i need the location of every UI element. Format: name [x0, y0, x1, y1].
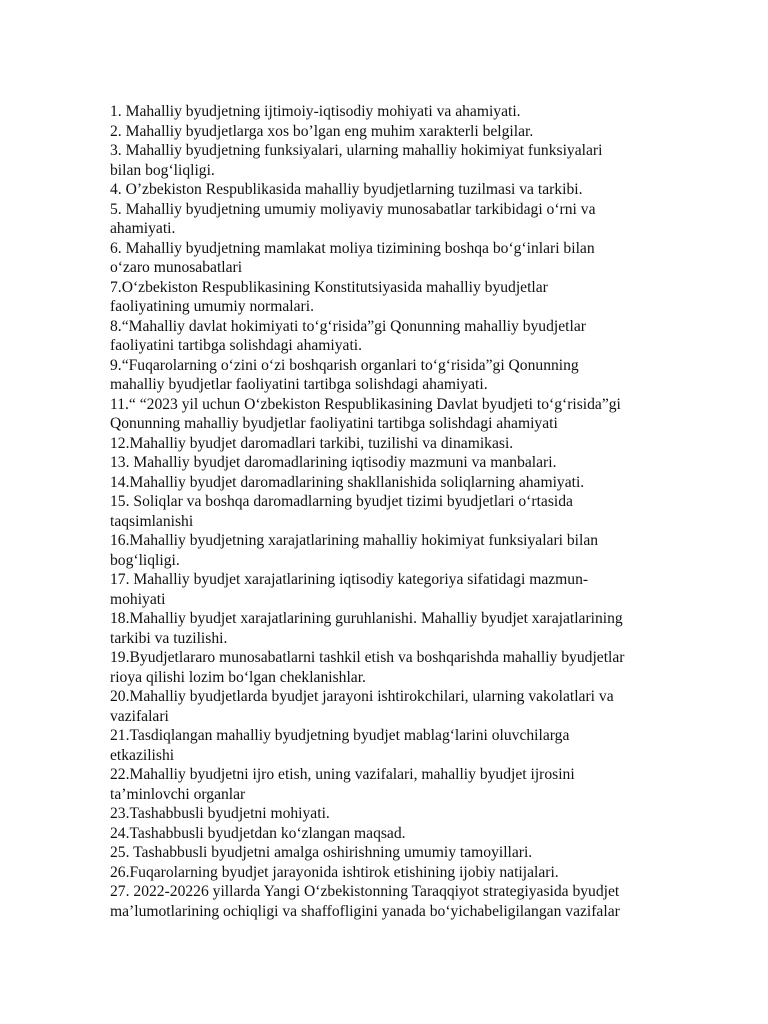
list-line: ta’minlovchi organlar	[110, 785, 246, 803]
list-line: 21.Tasdiqlangan mahalliy byudjetning byudjet mablag‘larini oluvchilarga	[110, 727, 570, 744]
list-line: mohiyati	[110, 590, 166, 608]
list-line: bog‘liqligi.	[110, 551, 180, 569]
list-line: 9.“Fuqarolarning o‘zini o‘zi boshqarish organlari to‘g‘risida”gi Qonunning	[110, 356, 579, 374]
question-list	[110, 102, 710, 921]
list-line: 16.Mahalliy byudjetning xarajatlarining mahalliy hokimiyat funksiyalari bilan	[110, 532, 599, 549]
list-line: 13. Mahalliy byudjet daromadlarining iqtisodiy mazmuni va manbalari.	[110, 454, 557, 471]
list-line: 22.Mahalliy byudjetni ijro etish, uning vazifalari, mahalliy byudjet ijrosini	[110, 766, 575, 783]
list-line: 25. Tashabbusli byudjetni amalga oshirishning umumiy tamoyillari.	[110, 844, 533, 861]
list-line: 12.Mahalliy byudjet daromadlari tarkibi, tuzilishi va dinamikasi.	[110, 434, 514, 452]
list-line: 11.“ “2023 yil uchun O‘zbekiston Respublikasining Davlat byudjeti to‘g‘risida”gi	[110, 395, 621, 413]
list-line: taqsimlanishi	[110, 512, 194, 530]
list-line: 3. Mahalliy byudjetning funksiyalari, ularning mahalliy hokimiyat funksiyalari	[110, 142, 603, 159]
list-line: 20.Mahalliy byudjetlarda byudjet jarayoni ishtirokchilari, ularning vakolatlari va	[110, 688, 614, 705]
list-line: 17. Mahalliy byudjet xarajatlarining iqtisodiy kategoriya sifatidagi mazmun-	[110, 571, 589, 588]
list-line: mahalliy byudjetlar faoliyatini tartibga solishdagi ahamiyati.	[110, 376, 488, 393]
list-line: 6. Mahalliy byudjetning mamlakat moliya tizimining boshqa bo‘g‘inlari bilan	[110, 239, 595, 257]
list-line: faoliyatini tartibga solishdagi ahamiyati.	[110, 337, 363, 354]
list-line: 26.Fuqarolarning byudjet jarayonida ishtirok etishining ijobiy natijalari.	[110, 863, 559, 881]
list-line: 15. Soliqlar va boshqa daromadlarning byudjet tizimi byudjetlari o‘rtasida	[110, 493, 573, 510]
list-line: 2. Mahalliy byudjetlarga xos bo’lgan eng muhim xarakterli belgilar.	[110, 122, 534, 140]
list-line: etkazilishi	[110, 746, 175, 764]
list-line: o‘zaro munosabatlari	[110, 259, 243, 276]
list-line: bilan bog‘liqligi.	[110, 161, 215, 179]
list-line: rioya qilishi lozim bo‘lgan cheklanishlar.	[110, 668, 366, 686]
list-line: 7.O‘zbekiston Respublikasining Konstitutsiyasida mahalliy byudjetlar	[110, 278, 548, 296]
list-line: 1. Mahalliy byudjetning ijtimoiy-iqtisodiy mohiyati va ahamiyati.	[110, 103, 521, 120]
list-line: 27. 2022-20226 yillarda Yangi O‘zbekistonning Taraqqiyot strategiyasida byudjet	[110, 883, 620, 900]
list-line: faoliyatining umumiy normalari.	[110, 298, 314, 315]
list-line: 23.Tashabbusli byudjetni mohiyati.	[110, 805, 330, 822]
list-line: tarkibi va tuzilishi.	[110, 629, 228, 647]
list-line: vazifalari	[110, 707, 169, 725]
list-line: 4. O’zbekiston Respublikasida mahalliy byudjetlarning tuzilmasi va tarkibi.	[110, 181, 583, 198]
list-line: 8.“Mahalliy davlat hokimiyati to‘g‘risida”gi Qonunning mahalliy byudjetlar	[110, 317, 586, 335]
list-line: 24.Tashabbusli byudjetdan ko‘zlangan maqsad.	[110, 824, 406, 842]
list-line: 18.Mahalliy byudjet xarajatlarining guruhlanishi. Mahalliy byudjet xarajatlarining	[110, 610, 623, 627]
list-line: ma’lumotlarining ochiqligi va shaffofligini yanada bo‘yichabeligilangan vazifalar	[110, 902, 620, 920]
list-line: 19.Byudjetlararo munosabatlarni tashkil etish va boshqarishda mahalliy byudjetlar	[110, 649, 625, 666]
list-line: ahamiyati.	[110, 220, 176, 237]
list-line: 5. Mahalliy byudjetning umumiy moliyaviy munosabatlar tarkibidagi o‘rni va	[110, 200, 596, 218]
list-line: 14.Mahalliy byudjet daromadlarining shakllanishida soliqlarning ahamiyati.	[110, 473, 585, 491]
list-line: Qonunning mahalliy byudjetlar faoliyatini tartibga solishdagi ahamiyati	[110, 415, 558, 432]
